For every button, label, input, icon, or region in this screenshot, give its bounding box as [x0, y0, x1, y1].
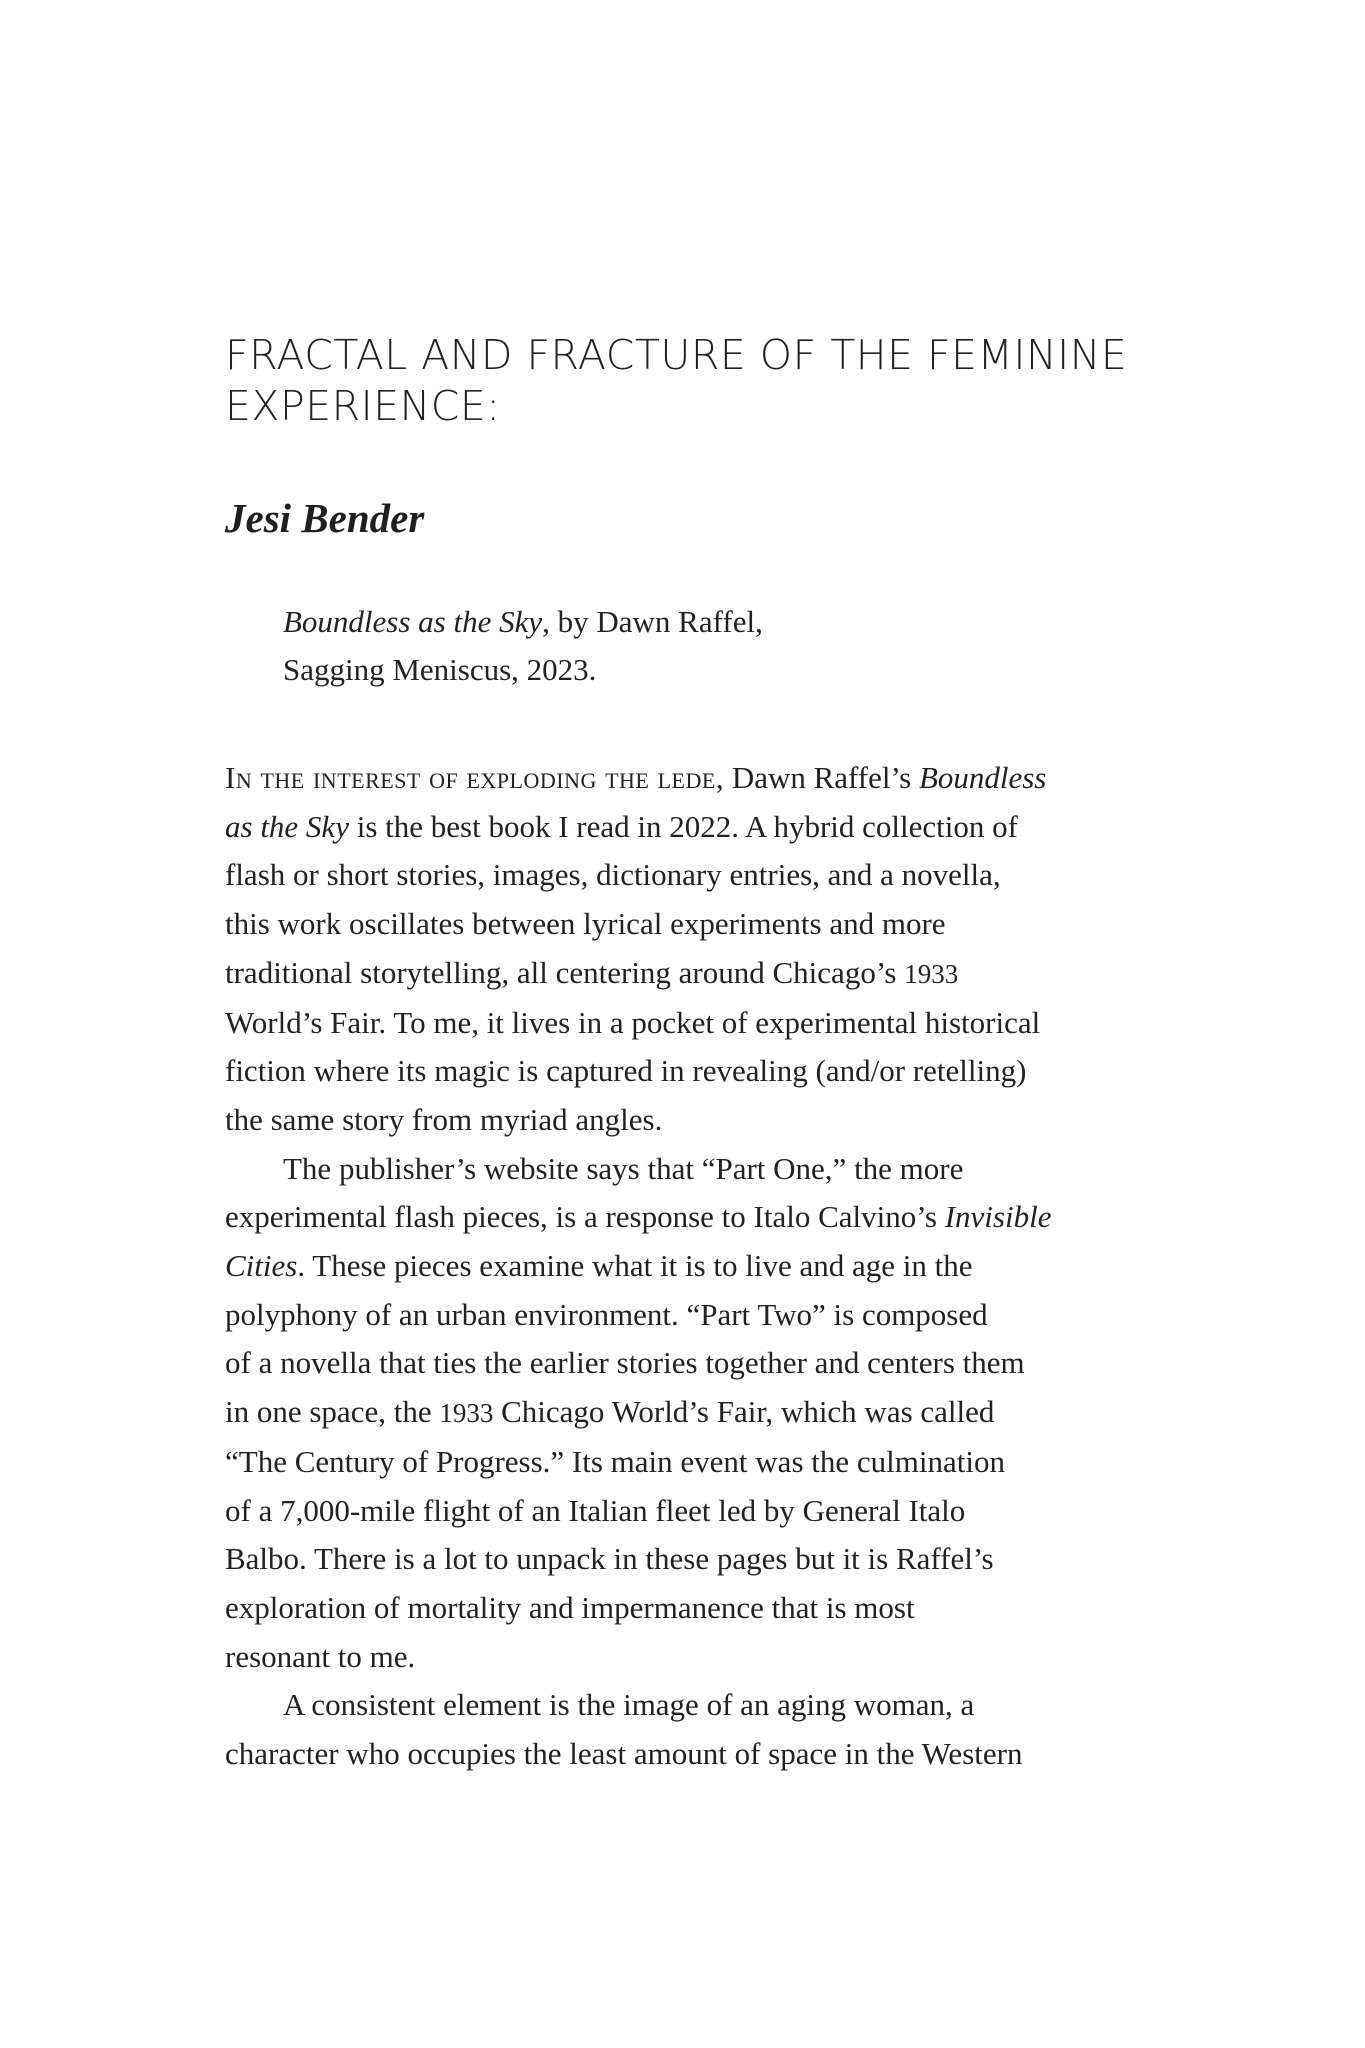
- body-line: Balbo. There is a lot to unpack in these pages but it is Raffel’s: [225, 1541, 994, 1577]
- body-italic-span: Boundless: [918, 760, 1047, 795]
- body-line: of a 7,000-mile flight of an Italian fleet led by General Italo: [225, 1492, 966, 1528]
- body-text-span: . These pieces examine what it is to live and age in the: [297, 1248, 973, 1284]
- body-line: flash or short stories, images, dictionary entries, and a novella,: [225, 857, 1001, 893]
- body-line: “The Century of Progress.” Its main event was the culmination: [225, 1443, 1005, 1479]
- citation-book-title: Boundless as the Sky: [283, 604, 543, 639]
- body-text-span: Chicago World’s Fair, which was called: [493, 1394, 995, 1430]
- body-italic-span: Invisible: [944, 1199, 1052, 1235]
- lead-in-small-caps: In the interest of exploding the lede,: [225, 760, 725, 795]
- body-line: [225, 754, 1185, 803]
- body-line: [225, 1193, 1185, 1242]
- body-text-span: is the best book I read in 2022. A hybrid collection of: [348, 808, 1018, 844]
- body-line: the same story from myriad angles.: [225, 1101, 663, 1137]
- body-line: [225, 1242, 1185, 1291]
- body-line: fiction where its magic is captured in revealing (and/or retelling): [225, 1053, 1027, 1089]
- body-text-span: Dawn Raffel’s: [724, 760, 919, 795]
- article-author: Jesi Bender: [225, 495, 425, 541]
- citation-by-line: , by Dawn Raffel,: [542, 604, 763, 639]
- body-line: [225, 803, 1185, 852]
- body-line: The publisher’s website says that “Part One,” the more: [283, 1150, 964, 1186]
- article-title-line-1: FRACTAL AND FRACTURE OF THE FEMININE: [225, 331, 1128, 379]
- body-year-span: 1933: [904, 958, 959, 989]
- body-line: [225, 949, 1185, 999]
- article-title-line-2: EXPERIENCE:: [225, 382, 501, 430]
- body-line: of a novella that ties the earlier stories together and centers them: [225, 1345, 1025, 1381]
- body-text-span: experimental flash pieces, is a response to Italo Calvino’s: [225, 1199, 945, 1235]
- body-line: resonant to me.: [225, 1638, 416, 1674]
- book-citation: [283, 598, 763, 694]
- body-text-span: in one space, the: [225, 1394, 440, 1430]
- body-line: World’s Fair. To me, it lives in a pocket of experimental historical: [225, 1004, 1041, 1040]
- body-year-span: 1933: [439, 1398, 494, 1429]
- citation-publisher-line: Sagging Meniscus, 2023.: [283, 652, 597, 687]
- body-line: [225, 1388, 1185, 1438]
- article-title: [225, 330, 1185, 432]
- body-italic-span: Cities: [225, 1248, 298, 1284]
- citation-line-1: [283, 598, 763, 646]
- body-line: A consistent element is the image of an aging woman, a: [283, 1687, 975, 1723]
- body-line: polyphony of an urban environment. “Part Two” is composed: [225, 1296, 988, 1332]
- body-text-span: traditional storytelling, all centering around Chicago’s: [225, 954, 905, 990]
- body-line: this work oscillates between lyrical experiments and more: [225, 906, 946, 942]
- body-line: exploration of mortality and impermanence that is most: [225, 1589, 915, 1625]
- body-line: character who occupies the least amount of space in the Western: [225, 1736, 1023, 1772]
- article-body: [225, 754, 1185, 1779]
- body-italic-span: as the Sky: [225, 808, 349, 844]
